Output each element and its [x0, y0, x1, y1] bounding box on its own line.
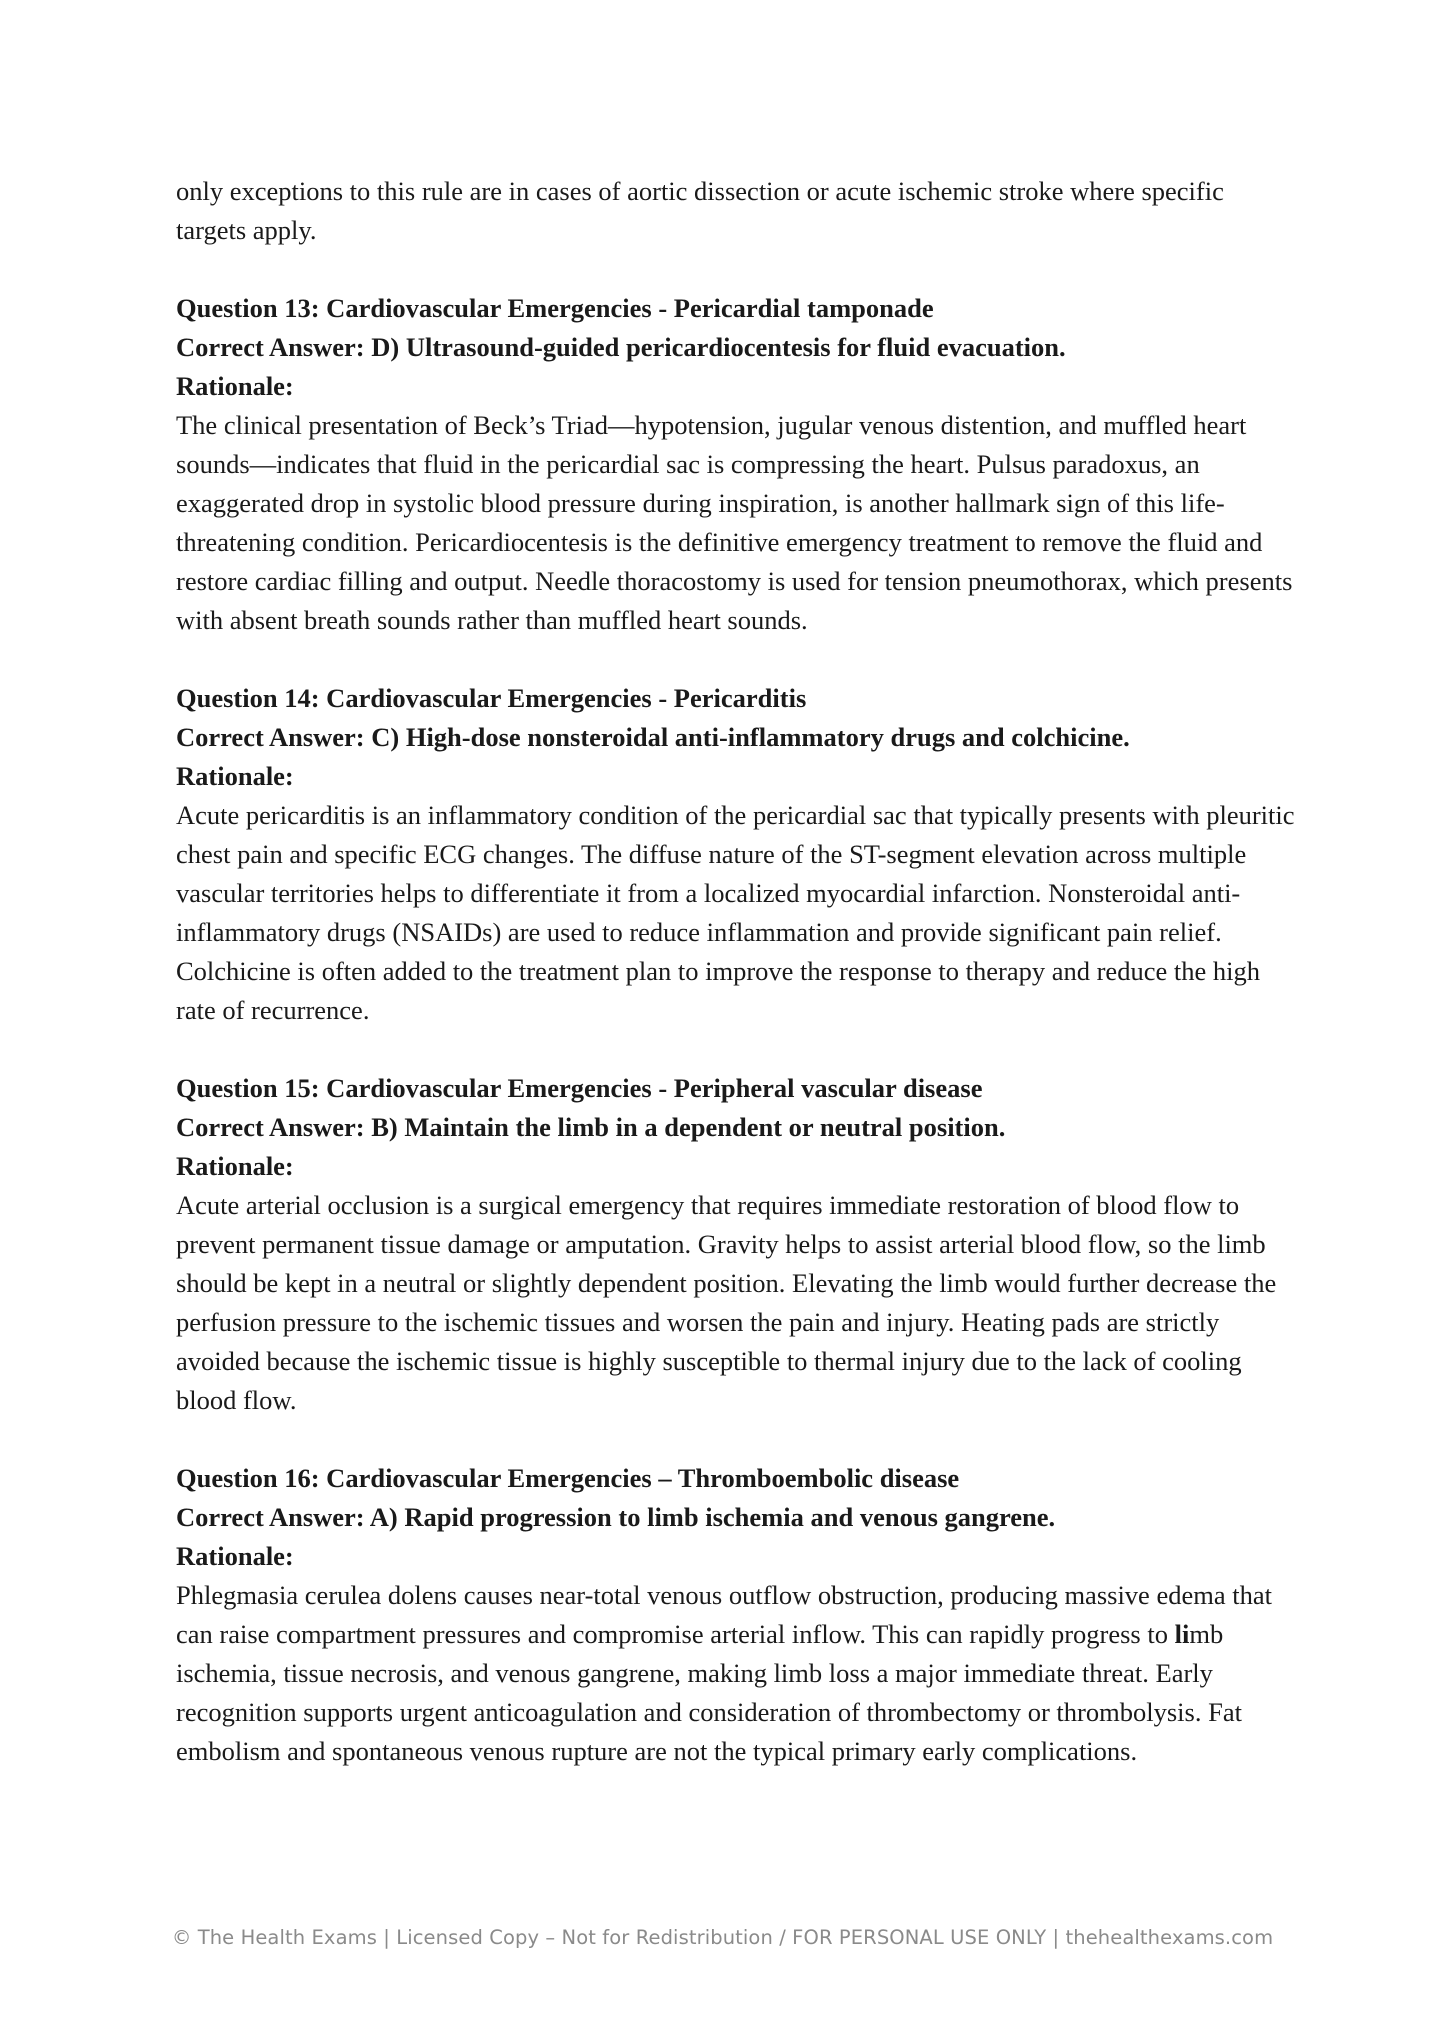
question-block-13	[176, 289, 1296, 640]
correct-answer: Correct Answer: B) Maintain the limb in a dependent or neutral position.	[176, 1112, 1006, 1142]
rationale-text	[176, 1186, 1296, 1420]
page-footer: © The Health Exams | Licensed Copy – Not for Redistribution / FOR PERSONAL USE ONLY | thehealthexams.com	[171, 1926, 1274, 1949]
correct-answer: Correct Answer: A) Rapid progression to limb ischemia and venous gangrene.	[176, 1502, 1056, 1532]
rationale-label: Rationale:	[176, 1151, 294, 1181]
question-block-16	[176, 1459, 1296, 1771]
rationale-text-part: Phlegmasia cerulea dolens causes near-total venous outflow obstruction, producing massive edema that can raise compartment pressures and compromise arterial inflow. This can rapidly progress to	[176, 1580, 1272, 1649]
rationale-label: Rationale:	[176, 371, 294, 401]
rationale-label: Rationale:	[176, 761, 294, 791]
rationale-text-part: mb ischemia, tissue necrosis, and venous gangrene, making limb loss a major immediate threat. Early recognition supports urgent anticoagulation and consideration of thrombectomy or thrombolysis. Fat embolism and spontaneous venous rupture are not the typical primary early complications.	[176, 1619, 1242, 1766]
rationale-label: Rationale:	[176, 1541, 294, 1571]
rationale-text-part: Acute arterial occlusion is a surgical emergency that requires immediate restoration of blood flow to prevent permanent tissue damage or amputation. Gravity helps to assist arterial blood flow, so the limb should be kept in a neutral or slightly dependent position. Elevating the limb would further decrease the perfusion pressure to the ischemic tissues and worsen the pain and injury. Heating pads are strictly avoided because the ischemic tissue is highly susceptible to thermal injury due to the lack of cooling blood flow.	[176, 1190, 1277, 1415]
question-block-14	[176, 679, 1296, 1030]
document-page	[176, 172, 1296, 1771]
question-block-15	[176, 1069, 1296, 1420]
rationale-text	[176, 796, 1296, 1030]
rationale-text-part: The clinical presentation of Beck’s Triad—hypotension, jugular venous distention, and muffled heart sounds—indicates that fluid in the pericardial sac is compressing the heart. Pulsus paradoxus, an exaggerated drop in systolic blood pressure during inspiration, is another hallmark sign of this life-threatening condition. Pericardiocentesis is the definitive emergency treatment to remove the fluid and restore cardiac filling and output. Needle thoracostomy is used for tension pneumothorax, which presents with absent breath sounds rather than muffled heart sounds.	[176, 410, 1293, 635]
correct-answer: Correct Answer: D) Ultrasound-guided pericardiocentesis for fluid evacuation.	[176, 332, 1066, 362]
rationale-text	[176, 1576, 1296, 1771]
question-heading: Question 15: Cardiovascular Emergencies - Peripheral vascular disease	[176, 1073, 983, 1103]
question-heading: Question 14: Cardiovascular Emergencies - Pericarditis	[176, 683, 807, 713]
question-heading: Question 16: Cardiovascular Emergencies – Thromboembolic disease	[176, 1463, 960, 1493]
rationale-text	[176, 406, 1296, 640]
question-heading: Question 13: Cardiovascular Emergencies - Pericardial tamponade	[176, 293, 934, 323]
rationale-text-part: Acute pericarditis is an inflammatory condition of the pericardial sac that typically presents with pleuritic chest pain and specific ECG changes. The diffuse nature of the ST-segment elevation across multiple vascular territories helps to differentiate it from a localized myocardial infarction. Nonsteroidal anti-inflammatory drugs (NSAIDs) are used to reduce inflammation and provide significant pain relief. Colchicine is often added to the treatment plan to improve the response to therapy and reduce the high rate of recurrence.	[176, 800, 1295, 1025]
rationale-text-bold: li	[1174, 1619, 1190, 1649]
correct-answer: Correct Answer: C) High-dose nonsteroidal anti-inflammatory drugs and colchicine.	[176, 722, 1130, 752]
intro-paragraph: only exceptions to this rule are in cases of aortic dissection or acute ischemic stroke where specific targets apply.	[176, 176, 1224, 245]
